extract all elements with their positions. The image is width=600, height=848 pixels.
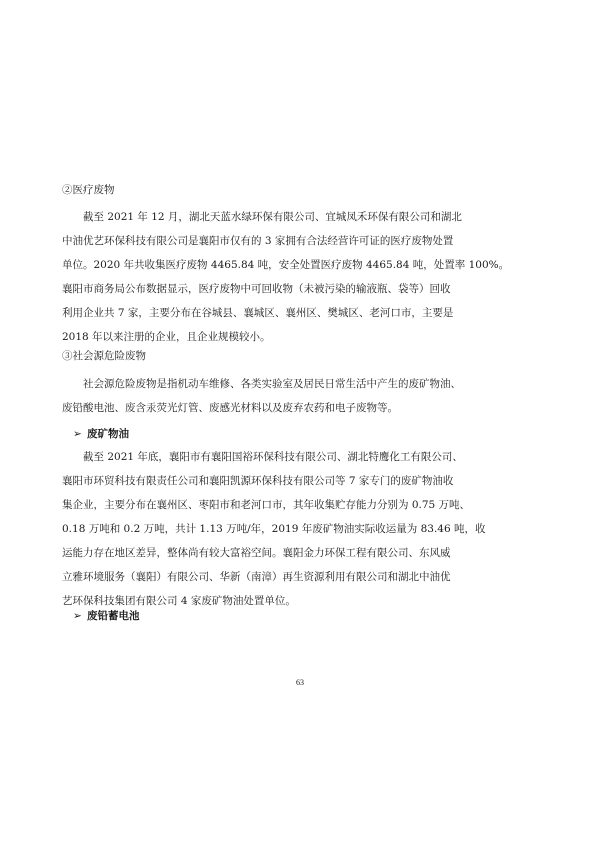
bullet-heading-label: 废铅蓄电池 <box>87 610 140 622</box>
bullet-arrow-icon: ➢ <box>73 610 82 622</box>
paragraph-line: 2018 年以来注册的企业，且企业规模较小。 <box>62 331 271 343</box>
paragraph-line: 襄阳市环贸科技有限责任公司和襄阳凯源环保科技有限公司等 7 家专门的废矿物油收 <box>62 475 454 487</box>
paragraph-line: 废铅酸电池、废含汞荧光灯管、废感光材料以及废弃农药和电子废物等。 <box>62 402 398 414</box>
bullet-heading-waste-lead-battery <box>73 609 140 623</box>
paragraph-line: 艺环保科技集团有限公司 4 家废矿物油处置单位。 <box>62 595 296 607</box>
paragraph-line: 利用企业共 7 家，主要分布在谷城县、襄城区、襄州区、樊城区、老河口市，主要是 <box>62 307 454 319</box>
bullet-heading-label: 废矿物油 <box>87 428 129 440</box>
paragraph-line: 单位。2020 年共收集医疗废物 4465.84 吨，安全处置医疗废物 4465.84 吨，处置率 100%。 <box>62 259 510 271</box>
section-heading-social-hazardous-waste: ③社会源危险废物 <box>62 350 146 362</box>
bullet-arrow-icon: ➢ <box>73 428 82 440</box>
page-number: 63 <box>296 678 304 687</box>
paragraph-line: 运能力存在地区差异，整体尚有较大富裕空间。襄阳金力环保工程有限公司、东风威 <box>62 547 451 559</box>
paragraph-line: 襄阳市商务局公布数据显示，医疗废物中可回收物（未被污染的输液瓶、袋等）回收 <box>62 283 451 295</box>
paragraph-line: 立雅环境服务（襄阳）有限公司、华新（南漳）再生资源利用有限公司和湖北中油优 <box>62 571 451 583</box>
paragraph-line: 集企业，主要分布在襄州区、枣阳市和老河口市，其年收集贮存能力分别为 0.75 万吨、 <box>62 499 471 511</box>
paragraph-line: 截至 2021 年 12 月，湖北天蓝水绿环保有限公司、宜城凤禾环保有限公司和湖北 <box>83 211 462 223</box>
bullet-heading-waste-mineral-oil <box>73 427 129 441</box>
paragraph-line: 截至 2021 年底，襄阳市有襄阳国裕环保科技有限公司、湖北特鹰化工有限公司、 <box>83 451 463 463</box>
paragraph-line: 0.18 万吨和 0.2 万吨，共计 1.13 万吨/年，2019 年废矿物油实际收运量为 83.46 吨，收 <box>62 523 486 535</box>
paragraph-line: 社会源危险废物是指机动车维修、各类实验室及居民日常生活中产生的废矿物油、 <box>83 378 461 390</box>
paragraph-line: 中油优艺环保科技有限公司是襄阳市仅有的 3 家拥有合法经营许可证的医疗废物处置 <box>62 235 454 247</box>
section-heading-medical-waste: ②医疗废物 <box>62 184 115 196</box>
